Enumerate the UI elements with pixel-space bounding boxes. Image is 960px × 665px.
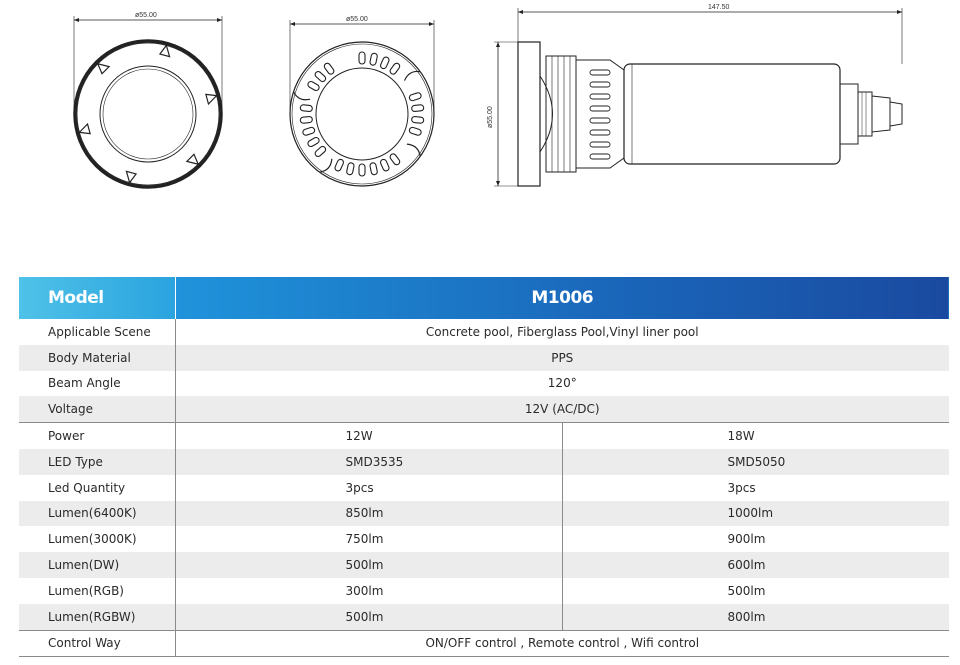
- technical-drawings: [0, 0, 960, 240]
- row-value-b: 800lm: [562, 604, 949, 630]
- row-value-a: SMD3535: [175, 449, 562, 475]
- table-row: [19, 604, 949, 630]
- row-label: Control Way: [19, 630, 175, 657]
- row-label: Beam Angle: [19, 371, 175, 397]
- table-row: [19, 475, 949, 501]
- row-value-b: 3pcs: [727, 480, 756, 495]
- table-row: [19, 449, 949, 475]
- row-label: Body Material: [19, 345, 175, 371]
- dim-side-height-label: ø55.00: [487, 106, 494, 128]
- row-value: PPS: [175, 345, 949, 371]
- table-row: [19, 396, 949, 422]
- row-label: LED Type: [19, 449, 175, 475]
- table-row: [19, 526, 949, 552]
- table-row: [19, 319, 949, 345]
- front-view-plain: [74, 16, 222, 187]
- row-value: Concrete pool, Fiberglass Pool,Vinyl liner pool: [425, 324, 699, 339]
- row-value-b: 18W: [562, 423, 949, 449]
- row-value-a: 12W: [175, 423, 562, 449]
- dim-front-right-label: ø55.00: [346, 16, 368, 23]
- row-value-b: 1000lm: [562, 501, 949, 527]
- row-value-a: 300lm: [175, 578, 562, 604]
- row-value-a: 500lm: [175, 604, 562, 630]
- row-label: Lumen(6400K): [19, 501, 175, 527]
- table-header-row: [19, 277, 949, 319]
- spec-table: [19, 277, 949, 657]
- dim-length-label: 147.50: [708, 4, 730, 11]
- row-label: Lumen(RGB): [19, 578, 175, 604]
- row-label: Lumen(DW): [19, 552, 175, 578]
- row-value: ON/OFF control , Remote control , Wifi control: [175, 630, 949, 657]
- table-row: [19, 552, 949, 578]
- row-value-a: 500lm: [175, 552, 562, 578]
- row-label: Power: [19, 423, 175, 449]
- row-value-b: 500lm: [727, 583, 766, 598]
- table-row: [19, 501, 949, 527]
- header-model-value: M1006: [175, 277, 949, 319]
- row-value: 12V (AC/DC): [175, 396, 949, 422]
- table-row: [19, 578, 949, 604]
- row-label: Led Quantity: [19, 475, 175, 501]
- row-label: Applicable Scene: [19, 319, 175, 345]
- row-value-a: 750lm: [175, 526, 562, 552]
- row-value-a: 3pcs: [175, 475, 562, 501]
- dim-front-left-label: ø55.00: [135, 12, 157, 19]
- row-value-a: 850lm: [175, 501, 562, 527]
- table-row: [19, 371, 949, 397]
- row-label: Voltage: [19, 396, 175, 422]
- row-value-b: SMD5050: [562, 449, 949, 475]
- row-value-b: 900lm: [727, 532, 766, 547]
- row-value: 120°: [547, 376, 577, 391]
- table-row: [19, 345, 949, 371]
- side-view: [494, 8, 902, 186]
- row-label: Lumen(3000K): [19, 526, 175, 552]
- row-label: Lumen(RGBW): [19, 604, 175, 630]
- header-model-label: Model: [19, 277, 175, 319]
- table-row: [19, 630, 949, 657]
- row-value-b: 600lm: [562, 552, 949, 578]
- table-row: [19, 423, 949, 449]
- front-view-slotted: [290, 20, 434, 186]
